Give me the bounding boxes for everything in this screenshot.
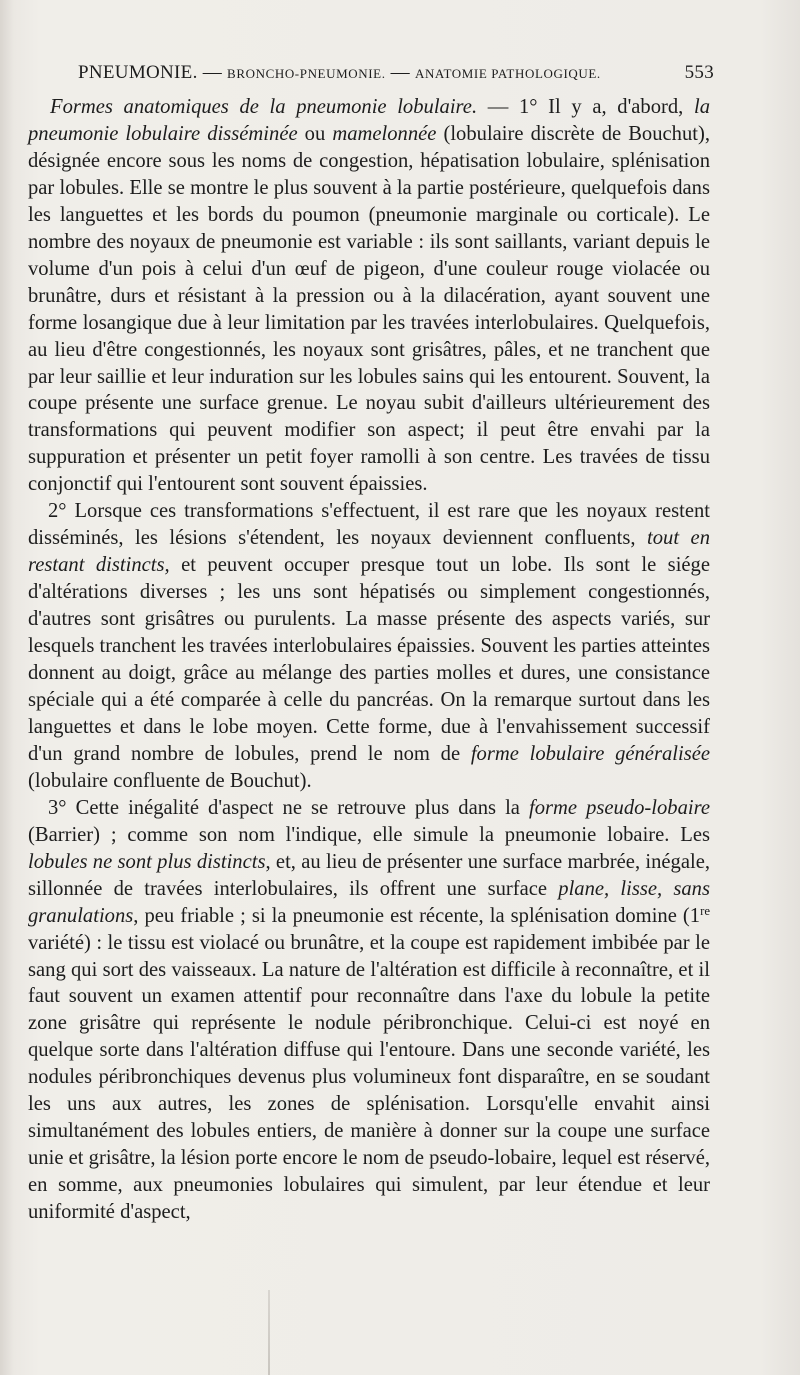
italic-text: Formes anatomiques de la pneumonie lobulaire. (50, 96, 478, 118)
italic-text: lobules ne sont plus distincts (28, 850, 266, 873)
header-subtitle-broncho: BRONCHO-PNEUMONIE. (227, 66, 386, 81)
page-crease-mark (268, 1290, 270, 1375)
body-text (28, 94, 710, 1226)
paragraph (28, 795, 710, 1226)
header-separator: — (197, 62, 228, 83)
header-title-main: PNEUMONIE. (78, 62, 198, 83)
running-title (78, 62, 685, 84)
text-run: (lobulaire confluente de Bouchut). (28, 769, 312, 792)
header-subtitle-anatomie: ANATOMIE PATHOLOGIQUE. (414, 66, 601, 81)
text-run: , peu friable ; si la pneumonie est récente, la splénisation domine (1 (133, 904, 701, 927)
italic-text: plane, lisse, sans granulations (28, 877, 710, 927)
text-run: et peuvent occuper presque tout un lobe. Ils sont le siége d'altérations diverses ; les uns sont hépatisés ou simplement congestionnés, d'autres sont grisâtres ou purulents. La masse présente des aspects variés, sur lesquels tranchent les travées interlobulaires épaissies. Souvent les parties atteintes donnent au doigt, grâce au mélange des parties molles et dures, une consistance spéciale qui a été comparée à celle du pancréas. On la remarque surtout dans les languettes et dans le lobe moyen. Cette forme, due à l'envahissement successif d'un grand nombre de lobules, prend le nom de (28, 554, 710, 765)
text-run: — 1° Il y a, d'abord, (477, 96, 694, 118)
text-run: variété) : le tissu est violacé ou brunâtre, et la coupe est rapidement imbibée par le sang qui sort des vaisseaux. La nature de l'altération est difficile à reconnaître, et il faut souvent un examen attentif pour reconnaître dans l'axe du lobule la petite zone grisâtre qui représente le nodule péribronchique. Celui-ci est noyé en quelque sorte dans l'altération diffuse qui l'entoure. Dans une seconde variété, les nodules péribronchiques devenus plus volumineux font disparaître, en se soudant les uns aux autres, les zones de splénisation. Lorsqu'elle envahit ainsi simultanément des lobules entiers, de manière à donner sur la coupe une surface unie et grisâtre, la lésion porte encore le nom de pseudo-lobaire, lequel est réservé, en somme, aux pneumonies lobulaires qui simulent, par leur étendue et leur uniformité d'aspect, (28, 931, 710, 1224)
text-run: 2° Lorsque ces transformations s'effectuent, il est rare que les noyaux restent disséminés, les lésions s'étendent, les noyaux deviennent confluents, (28, 500, 710, 550)
italic-text: mamelonnée (332, 122, 437, 145)
text-run: , et, au lieu de présenter une surface marbrée, inégale, sillonnée de travées interlobulaires, ils offrent une surface (28, 850, 711, 900)
superscript-text: re (700, 903, 710, 918)
text-run: (lobulaire discrète de Bouchut), désignée encore sous les noms de congestion, hépatisation lobulaire, splénisation par lobules. Elle se montre le plus souvent à la partie postérieure, quelquefois dans les languettes et les bords du poumon (pneumonie marginale ou corticale). Le nombre des noyaux de pneumonie est variable : ils sont saillants, variant depuis le volume d'un pois à celui d'un œuf de pigeon, d'une couleur rouge violacée ou brunâtre, durs et résistant à la pression ou à la dilacération, ayant souvent une forme losangique due à leur limitation par les travées interlobulaires. Quelquefois, au lieu d'être congestionnés, les noyaux sont grisâtres, pâles, et ne tranchent que par leur saillie et leur induration sur les lobules sains qui les entourent. Souvent, la coupe présente une surface grenue. Le noyau subit d'ailleurs ultérieurement des transformations qui peuvent modifier son aspect; il peut être envahi par la suppuration et présenter un petit foyer ramolli à son centre. Les travées de tissu conjonctif qui l'entourent sont souvent épaissies. (28, 122, 710, 496)
italic-text: forme pseudo-lobaire (528, 796, 711, 819)
running-header (78, 62, 714, 84)
text-run: 3° Cette inégalité d'aspect ne se retrouve plus dans la (48, 796, 529, 819)
text-run: (Barrier) ; comme son nom l'indique, elle simule la pneumonie lobaire. Les (28, 823, 710, 846)
italic-text: la pneumonie lobulaire disséminée (28, 96, 710, 145)
header-separator: — (385, 62, 415, 83)
italic-text: tout en restant distincts, (28, 527, 710, 577)
italic-text: forme lobulaire généralisée (470, 742, 710, 765)
paragraph (28, 94, 710, 498)
text-run: ou (297, 122, 333, 145)
paragraph (28, 498, 710, 794)
page-number: 553 (684, 62, 714, 83)
